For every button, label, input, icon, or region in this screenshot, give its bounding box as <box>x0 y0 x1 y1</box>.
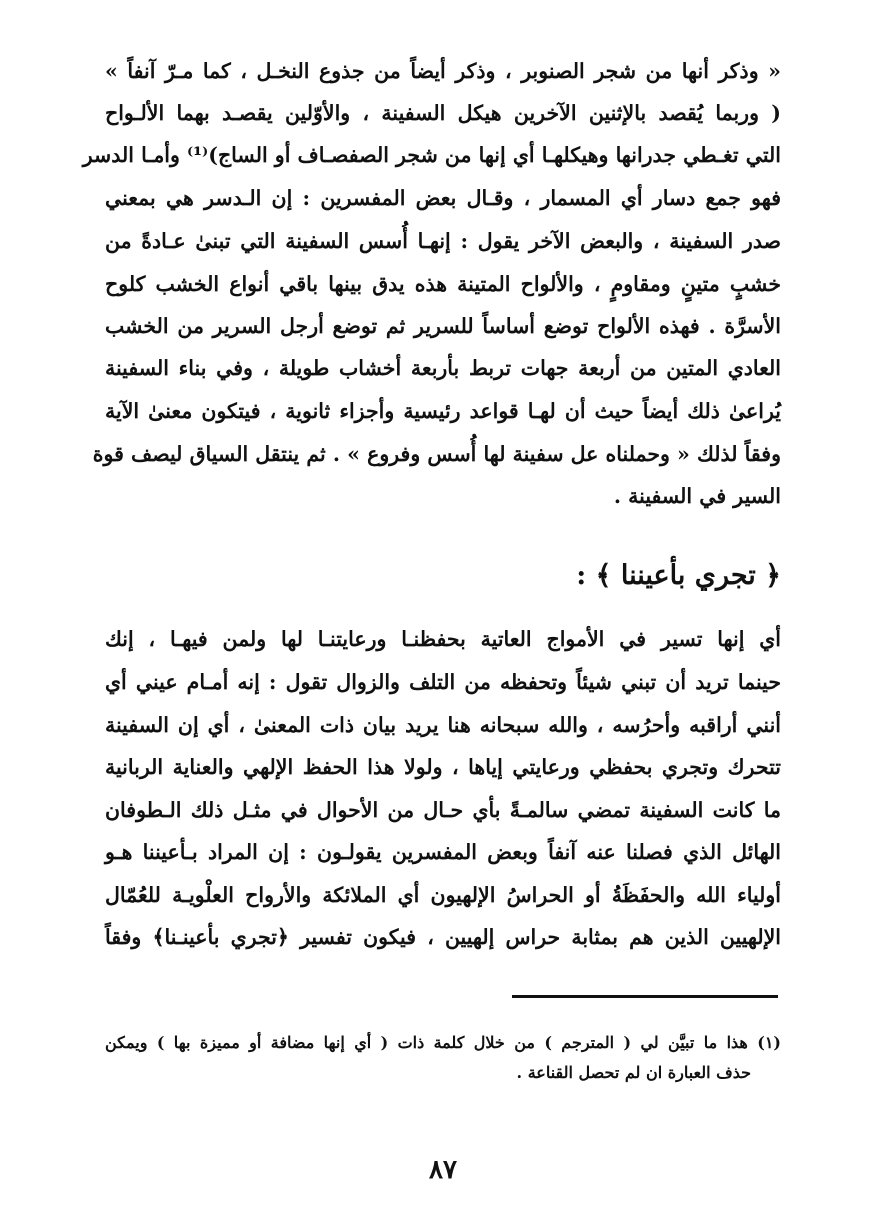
paragraph-2-line-1: أي إنها تسير في الأمواج العاتية بحفظنـا ورعايتنـا لها ولمن فيهـا ، إنك <box>105 627 781 651</box>
section-heading: ﴿ تجري بأعيننا ﴾ : <box>576 560 781 591</box>
footnote-line-2: حذف العبارة ان لم تحصل القناعة . <box>516 1063 751 1082</box>
paragraph-1-line-11: السير في السفينة . <box>613 484 781 508</box>
paragraph-2-line-6: الهائل الذي فصلنا عنه آنفاً وبعض المفسرين يقولـون : إن المراد بـأعيننا هـو <box>105 840 781 864</box>
paragraph-2-line-5: ما كانت السفينة تمضي سالمـةً بأي حـال من الأحوال في مثـل ذلك الـطوفان <box>105 798 781 822</box>
paragraph-1-line-8: العادي المتين من أربعة جهات تربط بأربعة أخشاب طويلة ، وفي بناء السفينة <box>105 356 781 380</box>
footnote-line-1: (١) هذا ما تبيَّن لي ( المترجم ) من خلال كلمة ذات ( أي إنها مضافة أو مميزة بها ) ويمكن <box>105 1033 781 1052</box>
page-number: ٨٧ <box>429 1155 457 1185</box>
paragraph-1-line-2: ( وربما يُقصد بالإثنين الآخرين هيكل السفينة ، والأوّلين يقصـد بهما الألـواح <box>105 101 781 125</box>
paragraph-2-line-7: أولياء الله والحفَظَةُ أو الحراسُ الإلهيون أي الملائكة والأرواح العلْويـة للعُمّال <box>105 883 781 907</box>
paragraph-2-line-3: أنني أراقبه وأحرُسه ، والله سبحانه هنا يريد بيان ذات المعنىٰ ، أي إن السفينة <box>105 713 781 737</box>
paragraph-2-line-8: الإلهيين الذين هم بمثابة حراس إلهيين ، فيكون تفسير ﴿تجري بأعينـنا﴾ وفقاً <box>105 925 781 949</box>
paragraph-2-line-2: حينما تريد أن تبني شيئاً وتحفظه من التلف والزوال تقول : إنه أمـام عيني أي <box>105 670 781 694</box>
paragraph-1-line-10: وفقاً لذلك « وحملناه عل سفينة لها أُسس وفروع » . ثم ينتقل السياق ليصف قوة <box>92 442 781 466</box>
footnote-divider <box>512 995 778 998</box>
paragraph-2-line-4: تتحرك وتجري بحفظي ورعايتي إياها ، ولولا هذا الحفظ الإلهي والعناية الربانية <box>105 755 781 779</box>
paragraph-1-line-4: فهو جمع دسار أي المسمار ، وقـال بعض المفسرين : إن الـدسر هي بمعني <box>105 186 781 210</box>
paragraph-1-line-9: يُراعىٰ ذلك أيضاً حيث أن لهـا قواعد رئيسية وأجزاء ثانوية ، فيتكون معنىٰ الآية <box>105 399 781 423</box>
paragraph-1-line-6: خشبٍ متينٍ ومقاومٍ ، والألواح المتينة هذه يدق بينها باقي أنواع الخشب كلوح <box>105 272 781 296</box>
paragraph-1-line-5: صدر السفينة ، والبعض الآخر يقول : إنهـا أُسس السفينة التي تبنىٰ عـادةً من <box>105 229 781 253</box>
paragraph-1-line-3: التي تغـطي جدرانها وهيكلهـا أي إنها من شجر الصفصـاف أو الساج)⁽¹⁾ وأمـا الدسر <box>82 143 781 167</box>
paragraph-1-line-1: « وذكر أنها من شجر الصنوبر ، وذكر أيضاً من جذوع النخـل ، كما مـرّ آنفاً » <box>105 59 781 83</box>
paragraph-1-line-7: الأسرَّة . فهذه الألواح توضع أساساً للسرير ثم توضع أرجل السرير من الخشب <box>105 314 781 338</box>
